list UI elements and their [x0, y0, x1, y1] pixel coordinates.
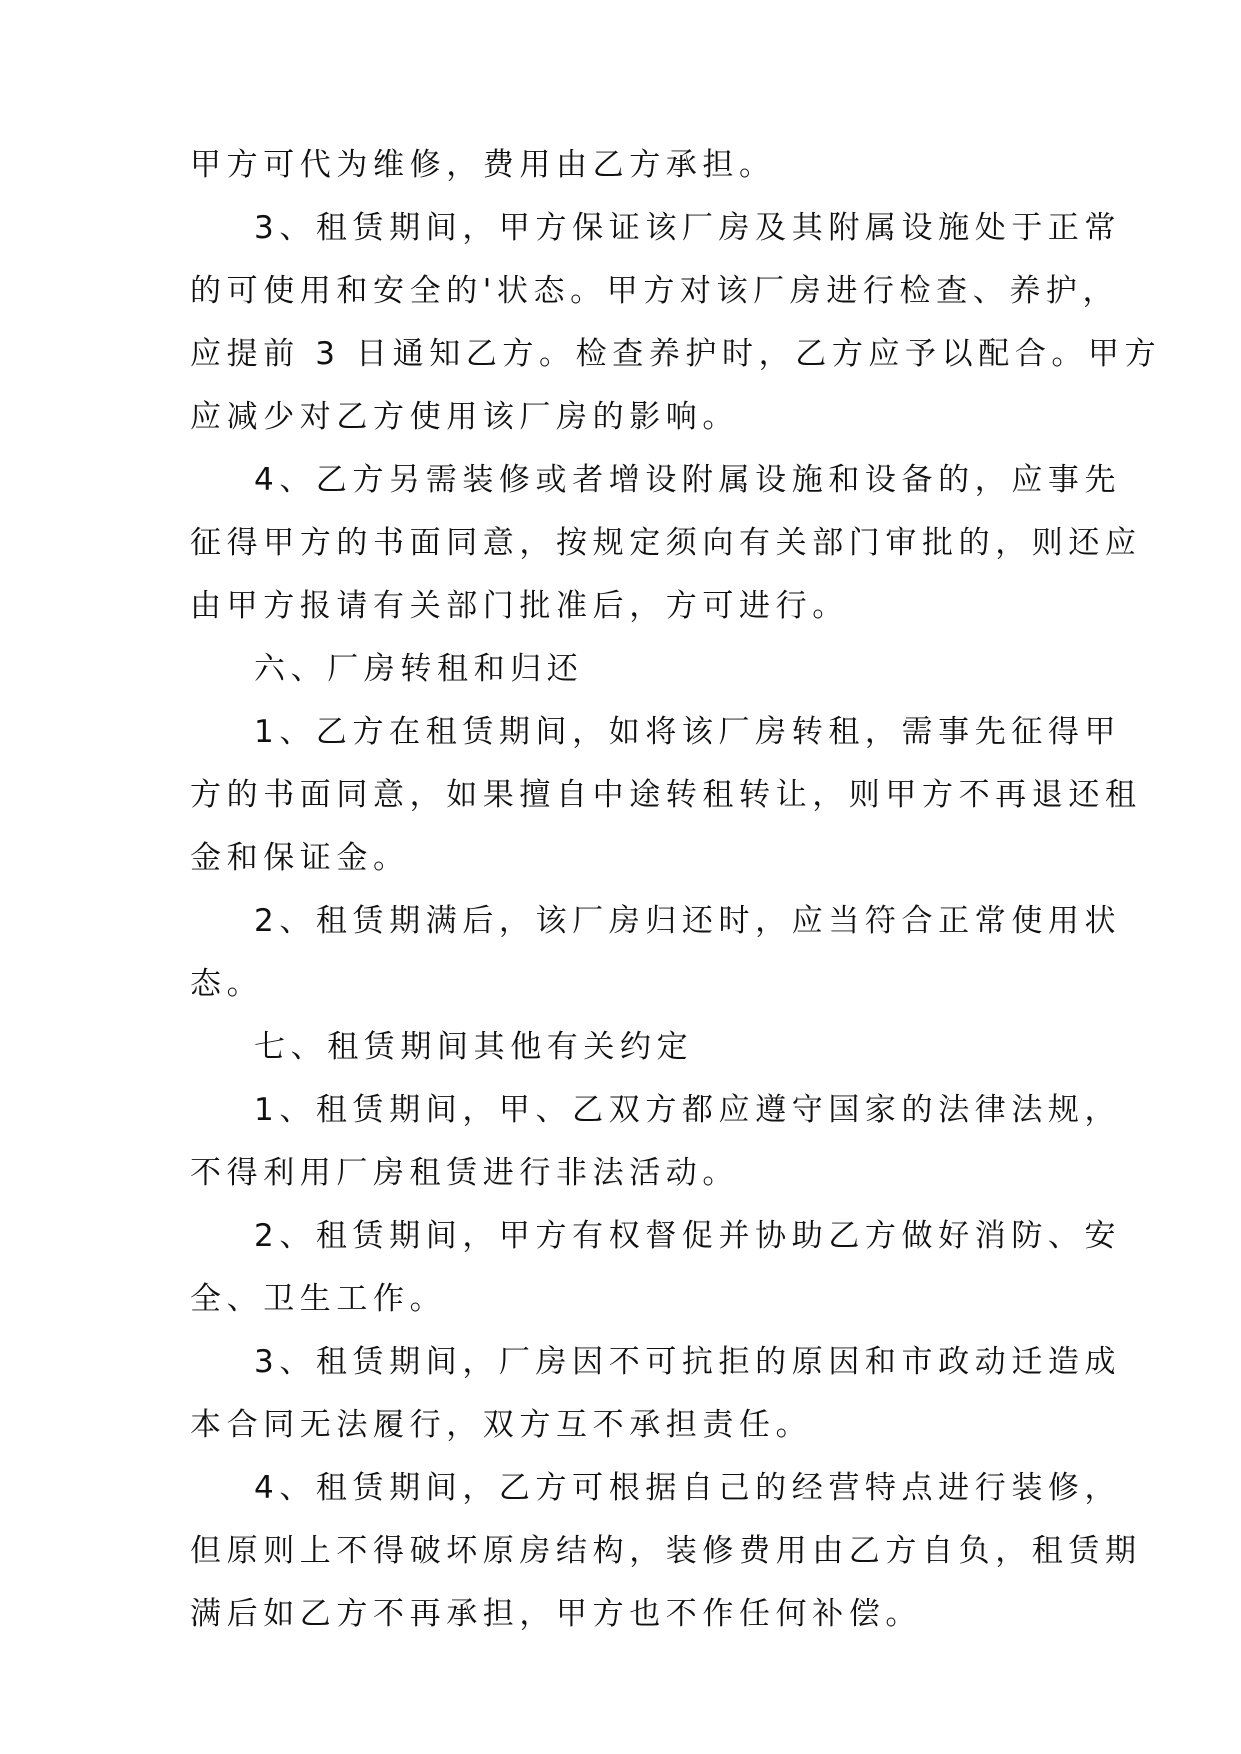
text-line: 1、乙方在租赁期间，如将该厂房转租，需事先征得甲: [254, 714, 1122, 750]
section-heading: 六、厂房转租和归还: [254, 651, 584, 687]
text-line: 由甲方报请有关部门批准后，方可进行。: [190, 588, 849, 624]
text-line: 态。: [190, 966, 264, 1002]
text-line: 1、租赁期间，甲、乙双方都应遵守国家的法律法规，: [254, 1092, 1122, 1128]
text-line: 2、租赁期满后，该厂房归还时，应当符合正常使用状: [254, 903, 1122, 939]
text-line: 金和保证金。: [190, 840, 410, 876]
text-line: 本合同无法履行，双方互不承担责任。: [190, 1407, 813, 1443]
text-line: 满后如乙方不再承担，甲方也不作任何补偿。: [190, 1596, 922, 1632]
text-line: 甲方可代为维修，费用由乙方承担。: [190, 147, 776, 183]
text-line: 4、乙方另需装修或者增设附属设施和设备的，应事先: [254, 462, 1122, 498]
text-line: 不得利用厂房租赁进行非法活动。: [190, 1155, 739, 1191]
text-line: 4、租赁期间，乙方可根据自己的经营特点进行装修，: [254, 1470, 1122, 1506]
text-line: 征得甲方的书面同意，按规定须向有关部门审批的，则还应: [190, 525, 1142, 561]
text-line: 的可使用和安全的'状态。甲方对该厂房进行检查、养护，: [190, 273, 1120, 309]
text-line: 但原则上不得破坏原房结构，装修费用由乙方自负，租赁期: [190, 1533, 1142, 1569]
text-line: 应减少对乙方使用该厂房的影响。: [190, 399, 739, 435]
text-line: 应提前 3 日通知乙方。检查养护时，乙方应予以配合。甲方: [190, 336, 1162, 372]
text-line: 2、租赁期间，甲方有权督促并协助乙方做好消防、安: [254, 1218, 1122, 1254]
section-heading: 七、租赁期间其他有关约定: [254, 1029, 694, 1065]
text-line: 3、租赁期间，厂房因不可抗拒的原因和市政动迁造成: [254, 1344, 1122, 1380]
text-line: 3、租赁期间，甲方保证该厂房及其附属设施处于正常: [254, 210, 1122, 246]
text-line: 方的书面同意，如果擅自中途转租转让，则甲方不再退还租: [190, 777, 1142, 813]
text-line: 全、卫生工作。: [190, 1281, 447, 1317]
